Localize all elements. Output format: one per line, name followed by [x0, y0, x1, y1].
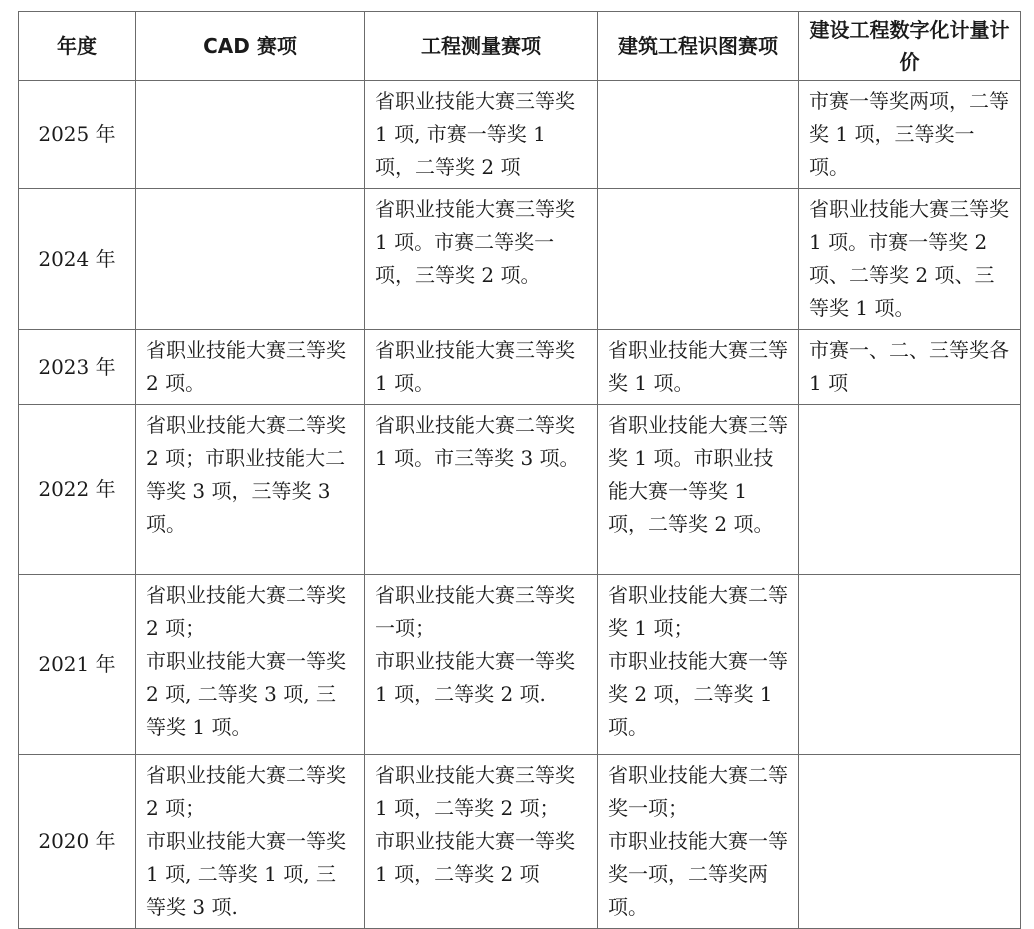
cad-cell: [136, 189, 365, 330]
table-row: [19, 330, 1021, 405]
table-header: [19, 12, 1021, 81]
table-row: [19, 575, 1021, 755]
year-cell: 2023 年: [19, 330, 136, 405]
survey-cell: 省职业技能大赛三等奖一项； 市职业技能大赛一等奖 1 项，二等奖 2 项.: [365, 575, 598, 755]
table-row: [19, 189, 1021, 330]
cad-cell: 省职业技能大赛二等奖 2 项； 市职业技能大赛一等奖 1 项, 二等奖 1 项, 三等奖 3 项.: [136, 755, 365, 929]
drawing-cell: 省职业技能大赛三等奖 1 项。: [598, 330, 799, 405]
digital-cell: [799, 405, 1021, 575]
digital-cell: [799, 755, 1021, 929]
survey-cell: 省职业技能大赛三等奖 1 项。市赛二等奖一项，三等奖 2 项。: [365, 189, 598, 330]
drawing-cell: [598, 189, 799, 330]
digital-cell: 省职业技能大赛三等奖 1 项。市赛一等奖 2 项、二等奖 2 项、三等奖 1 项。: [799, 189, 1021, 330]
table-body: [19, 81, 1021, 929]
drawing-cell: 省职业技能大赛二等奖一项； 市职业技能大赛一等奖一项，二等奖两项。: [598, 755, 799, 929]
digital-cell: [799, 575, 1021, 755]
drawing-cell: 省职业技能大赛三等奖 1 项。市职业技能大赛一等奖 1 项，二等奖 2 项。: [598, 405, 799, 575]
header-row: [19, 12, 1021, 81]
year-cell: 2024 年: [19, 189, 136, 330]
table-row: [19, 405, 1021, 575]
table-row: [19, 755, 1021, 929]
digital-cell: 市赛一、二、三等奖各 1 项: [799, 330, 1021, 405]
year-cell: 2022 年: [19, 405, 136, 575]
survey-cell: 省职业技能大赛三等奖 1 项, 市赛一等奖 1 项，二等奖 2 项: [365, 81, 598, 189]
header-cad: CAD 赛项: [136, 12, 365, 81]
survey-cell: 省职业技能大赛二等奖 1 项。市三等奖 3 项。: [365, 405, 598, 575]
survey-cell: 省职业技能大赛三等奖 1 项。: [365, 330, 598, 405]
drawing-cell: 省职业技能大赛二等奖 1 项； 市职业技能大赛一等奖 2 项，二等奖 1 项。: [598, 575, 799, 755]
cad-cell: [136, 81, 365, 189]
drawing-cell: [598, 81, 799, 189]
year-cell: 2021 年: [19, 575, 136, 755]
header-digital: 建设工程数字化计量计价: [799, 12, 1021, 81]
table-row: [19, 81, 1021, 189]
survey-cell: 省职业技能大赛三等奖 1 项，二等奖 2 项； 市职业技能大赛一等奖 1 项，二等奖 2 项: [365, 755, 598, 929]
header-drawing: 建筑工程识图赛项: [598, 12, 799, 81]
cad-cell: 省职业技能大赛二等奖 2 项；市职业技能大二等奖 3 项，三等奖 3 项。: [136, 405, 365, 575]
digital-cell: 市赛一等奖两项，二等奖 1 项，三等奖一项。: [799, 81, 1021, 189]
header-year: 年度: [19, 12, 136, 81]
year-cell: 2020 年: [19, 755, 136, 929]
awards-table: [18, 11, 1021, 929]
year-cell: 2025 年: [19, 81, 136, 189]
cad-cell: 省职业技能大赛三等奖 2 项。: [136, 330, 365, 405]
cad-cell: 省职业技能大赛二等奖 2 项； 市职业技能大赛一等奖 2 项, 二等奖 3 项, 三等奖 1 项。: [136, 575, 365, 755]
header-survey: 工程测量赛项: [365, 12, 598, 81]
